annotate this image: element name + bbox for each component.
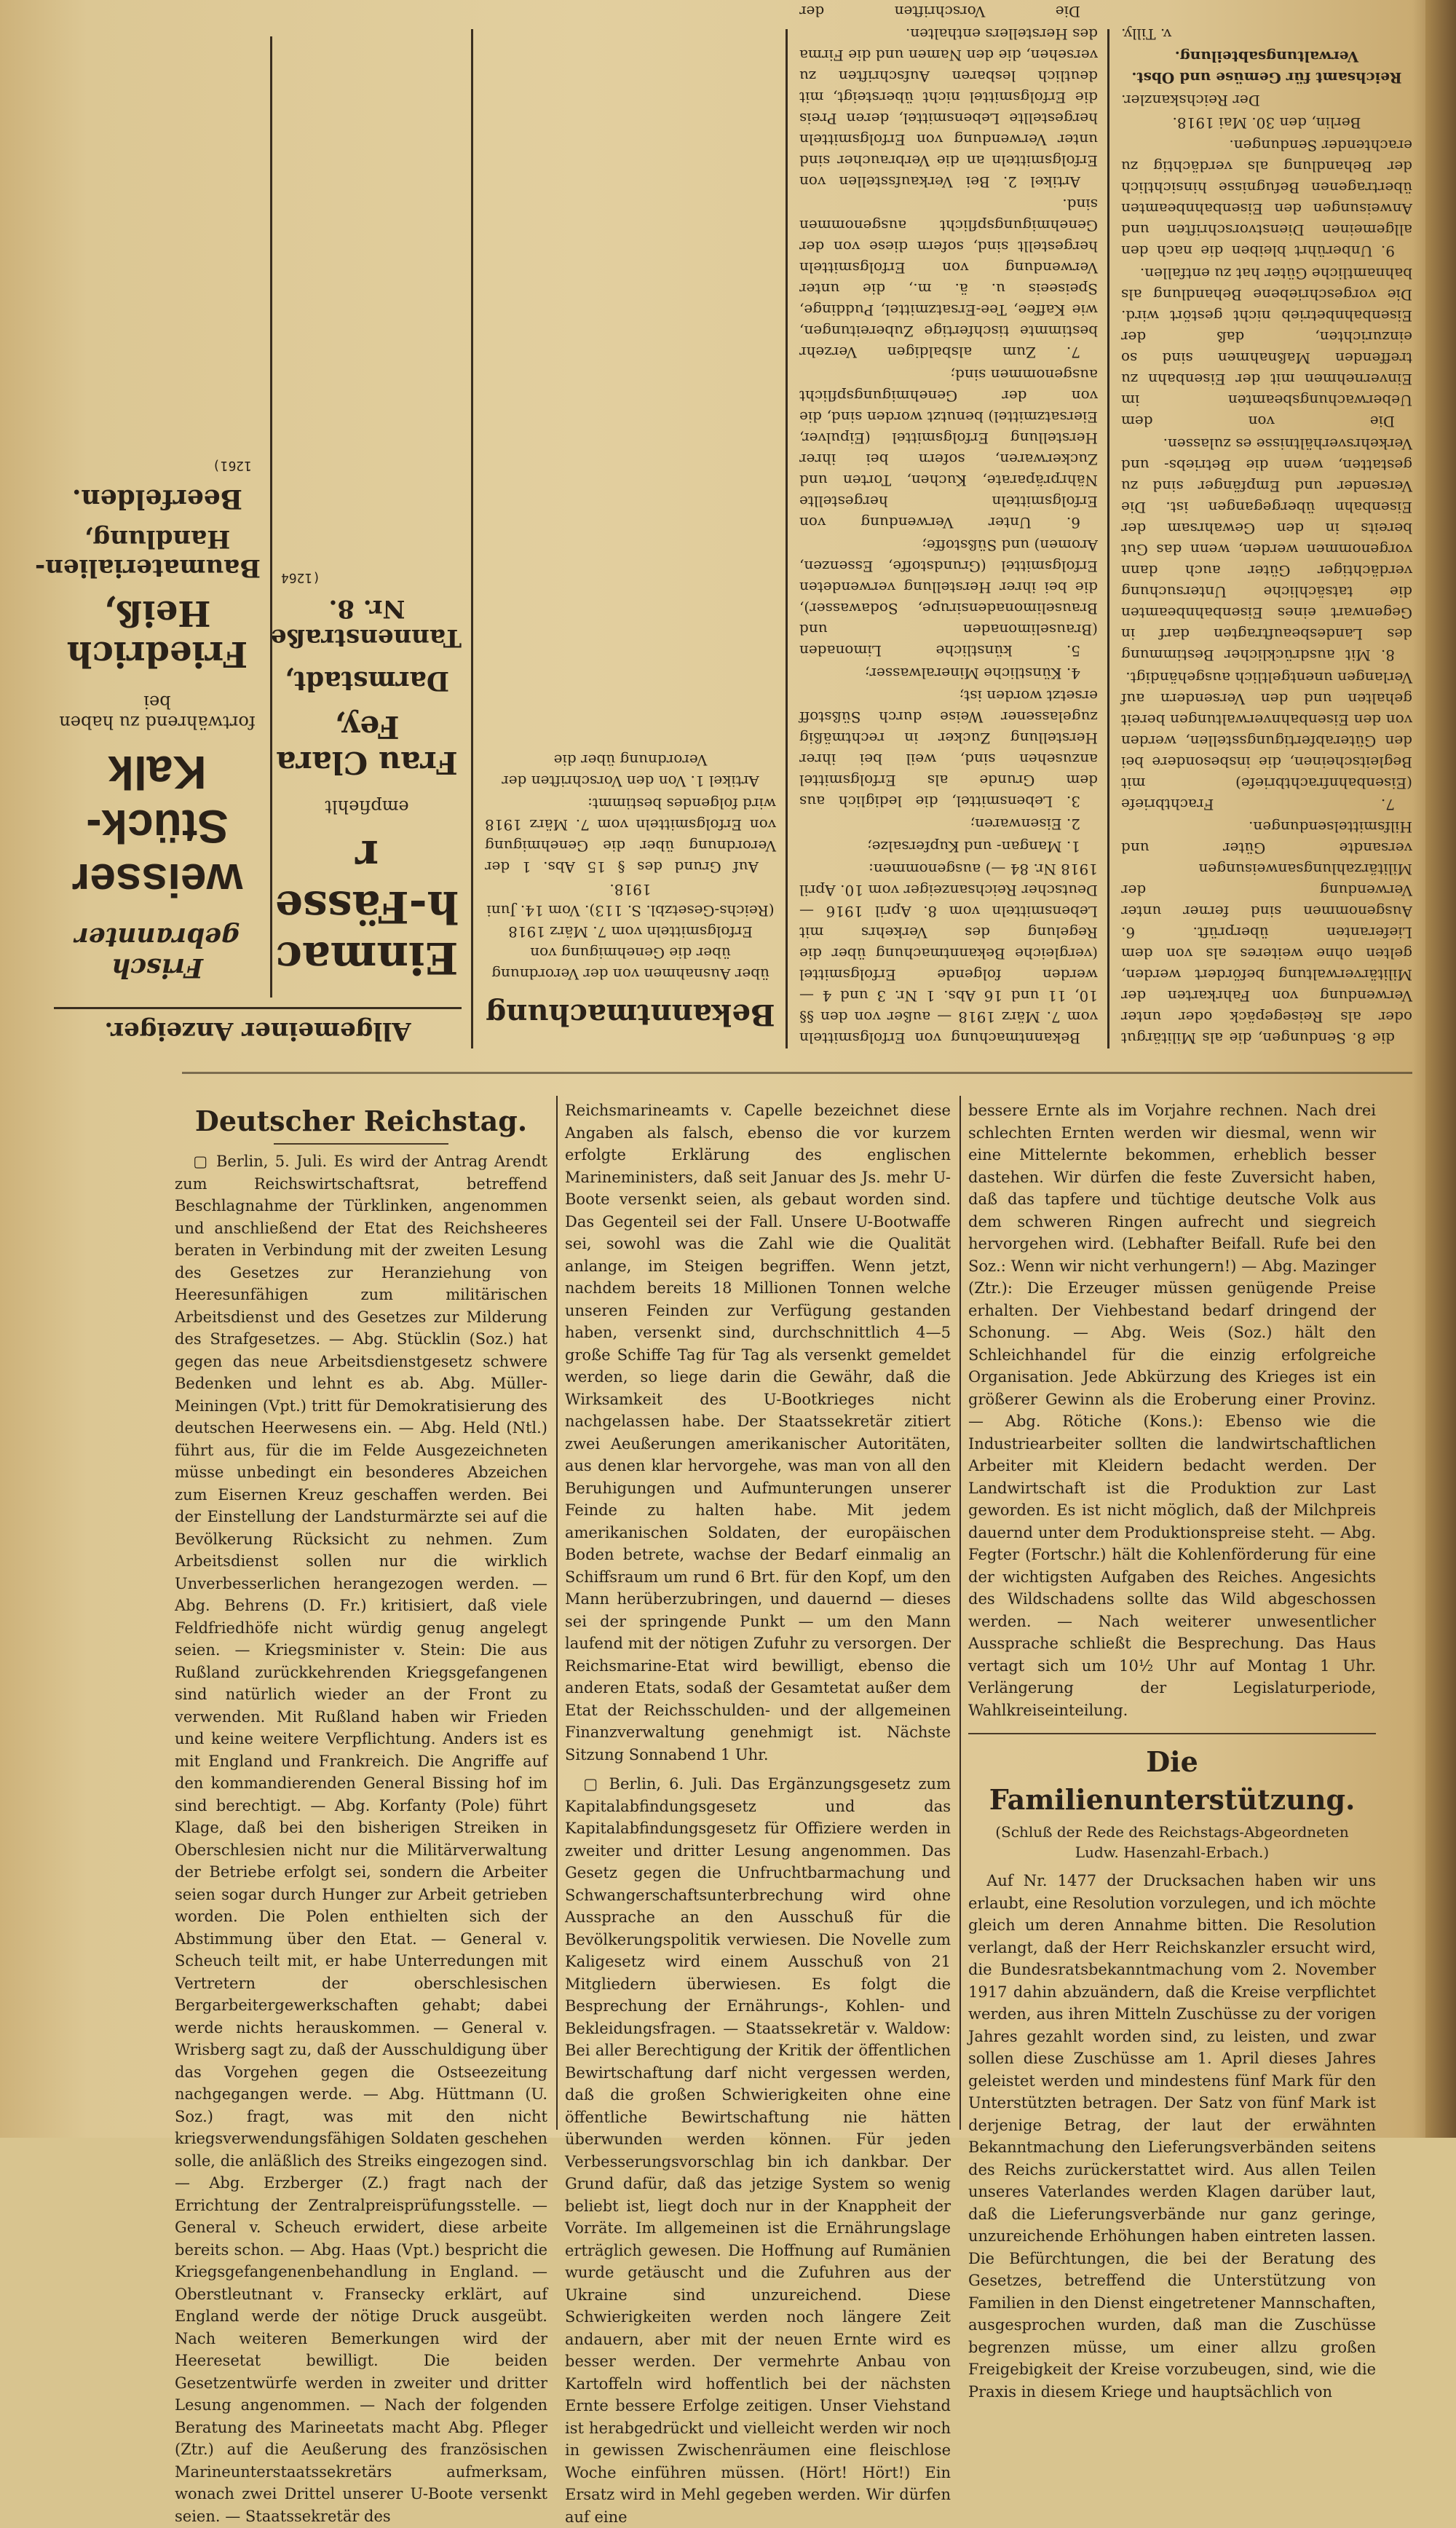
upper-col1-p1: die 8. Sendungen, die als Militärgut oder als Reisegepäck oder unter Verwendung von Fahrkarten der Militärverwaltung befördert werden, gelten ohne weiteres als von dem Lieferanten überprüft. 6. Ausgenommen sind ferner unter Verwendung der Militärzahlungsanweisungen versandte Güter und Hilfsmittelsendungen. — [1121, 818, 1412, 1047]
ad1-number: (1264 — [281, 570, 321, 585]
ad2-subtitle: fortwährend zu haben bei — [59, 692, 256, 732]
upper-col2-item: 5. künstliche Limonaden (Brauselimonaden und Brauselimonadensirupe, Sodawasser), die bei ihrer Herstellung verwendeten Erfolgsmittel (Grundstoffe, Essenzen, Aromen) und Süßstoffe; — [799, 537, 1098, 660]
upper-col2-item: 2. Eisenwaren; — [970, 815, 1080, 833]
upper-col2-item: 1. Mangan- und Kupfersalze; — [866, 838, 1080, 856]
upper-col1-sig-name: v. Tilly. — [1121, 25, 1172, 43]
ads-section — [35, 29, 462, 1048]
ads-section-title: Allgemeiner Anzeiger. — [54, 1007, 462, 1048]
ad1-merchant: Frau Clara Fey, — [276, 709, 458, 781]
bekanntmachung-intro: über Ausnahmen von der Verordnung über die Genehmigung von Erfolgsmitteln vom 7. März 1918 (Reichs-Gesetzbl. S. 113). Vom 14. Juni 1918. — [486, 881, 775, 983]
bekanntmachung-body: Auf Grund des § 15 Abs. 1 der Verordnung über die Genehmigung von Erfolgsmitteln vom 7. März 1918 wird folgendes bestimmt: — [485, 795, 776, 876]
ad2-intro: Frisch gebrannter — [74, 922, 240, 983]
reichstag-heading: Deutscher Reichstag. — [194, 1105, 528, 1137]
upper-col2-item: Bekanntmachung von Erfolgsmitteln vom 7. März 1918 — außer von den §§ 10, 11 und 16 Abs. 1 Nr. 3 und 4 — werden folgende Erfolgsmittel (vergleiche Bekanntmachung über die Regelung des Verkehrs mit Lebensmitteln vom 8. April 1916 — Deutscher Reichsanzeiger vom 10. April 1918 Nr. 84 —) ausgenommen: — [799, 861, 1098, 1047]
lower-col2 — [565, 1099, 951, 2526]
bekanntmachung-title: Bekanntmachung — [486, 998, 775, 1032]
familienunterstuetzung-subheading: (Schluß der Rede des Reichstags-Abgeordneten Ludw. Hasenzahl-Erbach.) — [995, 1823, 1349, 1861]
article-separator — [968, 1733, 1376, 1734]
upper-col1-p4: Die von dem Ueberwachungsbeamten im Einvernehmen mit der Eisenbahn zu treffenden Maßnahmen sind so einzurichten, daß der Eisenbahnbetrieb nicht gestört wird. Die vorgeschriebene Behandlung als bahnamtliche Güter hat zu entfallen. — [1121, 265, 1412, 430]
upper-col1-p5: 9. Unberührt bleiben die nach den allgemeinen Dienstvorschriften und Anweisungen den Eisenbahnbeamten übertragenen Befugnisse hinsichtlich der Behandlung als verdächtig zu erachtender Sendungen. — [1121, 137, 1412, 260]
upper-col-divider-2 — [786, 29, 788, 1048]
upper-col2-item: 3. Lebensmittel, die lediglich aus dem Grunde als Erfolgsmittel anzusehen sind, weil bei ihrer Herstellung Zucker in rechtmäßig zugelassener Weise durch Süßstoff ersetzt worden ist; — [799, 687, 1098, 810]
upper-col1-sig-place: Berlin, den 30. Mai 1918. — [1172, 114, 1361, 132]
upper-col1 — [1121, 25, 1412, 1048]
lower-col3 — [968, 1099, 1376, 2401]
ad1-product: Einmach-Fässer — [274, 830, 459, 983]
ad1-city: Darmstadt, — [284, 665, 450, 696]
upper-col2 — [799, 3, 1098, 1048]
upper-section — [35, 3, 1427, 1063]
bekanntmachung-article1: Artikel 1. Von den Vorschriften der Verordnung über die — [502, 751, 759, 790]
familienunterstuetzung-text: Auf Nr. 1477 der Drucksachen haben wir uns erlaubt, eine Resolution vorzulegen, und ich möchte gleich um deren Annahme bitten. Die Resolution verlangt, daß der Herr Reichskanzler ersucht wird, die Bundesratsbekanntmachung vom 2. November 1917 dahin abzuändern, daß die Kreise verpflichtet werden, aus ihren Mitteln Zuschüsse zu der vorigen Jahres gezahlt worden sind, zu leisten, und zwar sollen diese Zuschüsse am 1. April dieses Jahres geleistet werden und mindestens fünf Mark für den Unterstützten betragen. Der Satz von fünf Mark ist derjenige Betrag, der laut der erwähnten Bekanntmachung den Lieferungsverbänden seitens des Reichs zurückerstattet wird. Aus allen Teilen unseres Vaterlandes werden Klagen darüber laut, daß die Lieferungsverbände nur ganz geringe, unzureichende Erhöhungen haben eintreten lassen. Die Befürchtungen, die bei der Beratung des Gesetzes, betreffend die Unterstützung von Familien in den Dienst eingetretener Mannschaften, ausgesprochen wurden, daß man die Zuschüsse begrenzen müsse, um einer allzu großen Freigebigkeit der Kreise vorzubeugen, sind, wie die Praxis in diesem Kriege und hauptsächlich von — [968, 1872, 1376, 2401]
upper-col2-item: 6. Unter Verwendung von Erfolgsmitteln hergestellte Nährpräparate, Kuchen, Torten und Zuckerwaren, sofern bei ihrer Herstellung Erfolgsmittel (Eipulver, Eiersatzmittel) benutzt worden sind, die von der Genehmigungspflicht ausgenommen sind; — [799, 366, 1098, 532]
ad2-trade: Baumaterialien-Handlung, — [35, 524, 261, 582]
lower-col1 — [175, 1099, 547, 2525]
ad2-number: 1261) — [212, 458, 252, 473]
upper-col1-p2: 7. Frachtbriefe (Eisenbahnfrachtbriefe) mit Begleitscheinen, die insbesondere bei den Güterabfertigungsstellen, werden von den Eisenbahnverwaltungen bereit gehalten und den Versendern auf Verlangen unentgeltlich ausgehändigt. — [1121, 669, 1412, 813]
ad-stueck-kalk — [35, 36, 261, 998]
upper-col3 — [485, 29, 776, 1048]
ad2-city: Beerfelden. — [71, 483, 243, 514]
ad1-address: Tannenstraße Nr. 8. — [270, 594, 462, 652]
lower-col-divider-2 — [960, 1096, 961, 2130]
reichstag-text-continued: Reichsmarineamts v. Capelle bezeichnet diese Angaben als falsch, ebenso die vor kurzem erfolgte Erklärung des englischen Marineministers, daß seit Januar des Js. mehr U-Boote versenkt seien, als gebaut worden sind. Das Gegenteil sei der Fall. Unsere U-Bootwaffe sei, sowohl was die Zahl wie die Qualität anlange, im Steigen begriffen. Wenn jetzt, nachdem bereits 18 Millionen Tonnen welche unseren Feinden zur Verfügung gestanden haben, versenkt sind, durchschnittlich 4—5 große Schiffe Tag für Tag als versenkt gemeldet werden, so liege darin die Gewähr, daß die Wirksamkeit des U-Bootkrieges nicht nachgelassen habe. Der Staatssekretär zitiert zwei Aeußerungen amerikanischer Autoritäten, aus denen klar hervorgehe, was man von all den Beruhigungen und Aufmunterungen unserer Feinde zu halten habe. Mit jedem amerikanischen Soldaten, der europäischen Boden betrete, wachse der Bedarf einmalig an Schiffsraum um rund 6 Brt. für den Kopf, um den Mann herüberzubringen, und dauernd — dieses sei der springende Punkt — um den Mann laufend mit der nötigen Zufuhr zu versorgen. Der Reichsmarine-Etat wird bewilligt, ebenso die anderen Etats, sodaß der Gesamtetat außer dem Etat der Reichsschulden- und der allgemeinen Finanzverwaltung genehmigt ist. Nächste Sitzung Sonnabend 1 Uhr. — [565, 1102, 951, 1763]
reichstag-july6-text: ▢ Berlin, 6. Juli. Das Ergänzungsgesetz zum Kapitalabfindungsgesetz und das Kapitalabfindungsgesetz für Offiziere werden in zweiter und dritter Lesung angenommen. Das Gesetz gegen die Unfruchtbarmachung und Schwangerschaftsunterbrechung wird ohne Aussprache an den Ausschuß für die Bevölkerungspolitik verwiesen. Die Novelle zum Kaligesetz wird einem Ausschuß von 21 Mitgliedern überwiesen. Es folgt die Besprechung der Ernährungs-, Kohlen- und Bekleidungsfragen. — Staatssekretär v. Waldow: Bei aller Berechtigung der Kritik der öffentlichen Bewirtschaftung darf nicht vergessen werden, daß die großen Schwierigkeiten ohne eine öffentliche Bewirtschaftung nie hätten überwunden werden können. Für jeden Verbesserungsvorschlag bin ich dankbar. Der Grund dafür, daß das jetzige System so wenig beliebt ist, liegt doch nur in der Knappheit der Vorräte. Im allgemeinen ist die Ernährungslage erträglich gewesen. Die Hoffnung auf Rumänien wurde getäuscht und die Zufuhren aus der Ukraine sind unzureichend. Diese Schwierigkeiten werden noch längere Zeit andauern, aber mit der neuen Ernte wird es besser werden. Der vermehrte Anbau von Kartoffeln wird hoffentlich bei der nächsten Ernte bessere Erfolge zeitigen. Unser Viehstand ist herabgedrückt und vielleicht werden wir noch in gewissen Zwischenräumen eine fleischlose Woche einführen müssen. (Hört! Hört!) Ein Ersatz wird in Mehl gegeben werden. Wir dürfen auf eine — [565, 1775, 951, 2526]
ad2-product: weisser Stück-Kalk — [71, 746, 243, 906]
upper-col1-p3: 8. Mit ausdrücklicher Bestimmung des Landesbeauftragten darf in Gegenwart eines Eisenbahnbeamten die tatsächliche Untersuchung verdächtiger Güter auch dann vorgenommen werden, wenn das Gut bereits in den Gewahrsam der Eisenbahn übergegangen ist. Die Versender und Empfänger sind zu gestatten, wenn die Betriebs- und Verkehrsverhältnisse es zulassen. — [1121, 435, 1412, 664]
ad2-merchant: Friedrich Heiß, — [66, 593, 248, 674]
upper-col2-article: Die Vorschriften der — [799, 3, 1080, 20]
page-binding-edge — [1425, 0, 1456, 2138]
upper-col1-sig-body: Der Reichskanzler. — [1121, 92, 1260, 109]
upper-col1-sig-dept: Reichsamt für Gemüse und Obst. Verwaltungsabteilung. — [1131, 48, 1402, 87]
ad-einmach-faesser — [270, 36, 462, 998]
section-divider — [182, 1072, 1412, 1074]
upper-col-divider-1 — [1107, 29, 1109, 1048]
upper-col2-article: Artikel 2. Bei Verkaufsstellen von Erfolgsmitteln an die Verbraucher sind unter Verwendung von Erfolgsmitteln hergestellte Lebensmittel, deren Preis die Erfolgsmittel nicht übersteigt, mit deutlich lesbaren Aufschriften zu versehen, die den Namen und die Firma des Herstellers enthalten. — [799, 25, 1098, 191]
lower-col-divider-1 — [556, 1096, 558, 2130]
reichstag-heading-rule — [274, 1143, 448, 1145]
reichstag-text: ▢ Berlin, 5. Juli. Es wird der Antrag Arendt zum Reichswirtschaftsrat, betreffend Beschlagnahme der Türklinken, angenommen und anschließend der Etat des Reichsheeres beraten in Verbindung mit der zweiten Lesung des Gesetzes zur Heranziehung von Heeresunfähigen zum militärischen Arbeitsdienst und des Gesetzes zur Milderung des Strafgesetzes. — Abg. Stücklin (Soz.) hat gegen das neue Arbeitsdienstgesetz schwere Bedenken und lehnt es ab. Abg. Müller-Meiningen (Vpt.) tritt für Demokratisierung des deutschen Heerwesens ein. — Abg. Held (Ntl.) führt aus, für die im Felde Ausgezeichneten müsse unbedingt ein besonderes Abzeichen zum Eisernen Kreuz geschaffen werden. Bei der Einstellung der Landsturmärzte sei auf die Bevölkerung Rücksicht zu nehmen. Zum Arbeitsdienst sollen nur die wirklich Unverbesserlichen herangezogen werden. — Abg. Behrens (D. Fr.) kritisiert, daß viele Feldfriedhöfe nicht würdig genug angelegt seien. — Kriegsminister v. Stein: Die aus Rußland zurückkehrenden Kriegsgefangenen sind natürlich wieder an der Front zu verwenden. Mit Rußland haben wir Frieden und keine weitere Verpflichtung. Anders ist es mit England und Frankreich. Die Angriffe auf den kommandierenden General Bissing hof im sind berechtigt. — Abg. Korfanty (Pole) führt Klage, daß bei den bisherigen Streiken in Oberschlesien nicht nur die Militärverwaltung der Betriebe erfolgt sei, sondern die Arbeiter seien sogar durch Hunger zur Arbeit getrieben worden. Die Polen enthielten sich der Abstimmung über den Etat. — General v. Scheuch teilt mit, er habe Unterredungen mit Vertretern der oberschlesischen Bergarbeitergewerkschaften gehabt; dabei werde nichts herauskommen. — General v. Wrisberg sagt zu, daß der Ausschuldigung über das Vorgehen gegen die Ostseezeitung nachgegangen werde. — Abg. Hüttmann (U. Soz.) fragt, was mit den nicht kriegsverwendungsfähigen Soldaten geschehen solle, die anläßlich des Streiks eingezogen sind. — Abg. Erzberger (Z.) fragt nach der Errichtung der Zentralpreisprüfungsstelle. — General v. Scheuch erwidert, diese arbeite bereits schon. — Abg. Haas (Vpt.) bespricht die Kriegsgefangenenbehandlung in England. — Oberstleutnant v. Fransecky erklärt, auf England werde der nötige Druck ausgeübt. Nach weiteren Bemerkungen wird der Heeresetat bewilligt. Die beiden Gesetzentwürfe werden in zweiter und dritter Lesung angenommen. — Nach der folgenden Beratung des Marineetats macht Abg. Pfleger (Ztr.) auf die Aeußerung des französischen Marineunterstaatssekretärs aufmerksam, wonach zwei Drittel unserer U-Boote versenkt seien. — Staatssekretär des — [175, 1153, 547, 2525]
familienunterstuetzung-heading: Die Familienunterstützung. — [989, 1745, 1356, 1816]
upper-col2-item: 7. Zum alsbaldigen Verzehr bestimmte tischfertige Zubereitungen, wie Kaffee, Tee-Ersatzmittel, Puddinge, Speiseeis u. ä. m., die unter Verwendung von Erfolgsmitteln hergestellt sind, sofern diese von der Genehmigungspflicht ausgenommen sind. — [799, 196, 1098, 361]
upper-col-divider-3 — [471, 29, 473, 1048]
reichstag-text-conclusion: bessere Ernte als im Vorjahre rechnen. Nach drei schlechten Ernten werden wir diesmal, wenn wir eine Mittelernte bekommen, erheblich besser dastehen. Wir dürfen die feste Zuversicht haben, daß das tapfere und tüchtige deutsche Volk aus dem schweren Ringen aufrecht und siegreich hervorgehen wird. (Lebhafter Beifall. Rufe bei den Soz.: Wenn wir nicht verhungern!) — Abg. Mazinger (Ztr.): Die Erzeuger müssen genügende Preise erhalten. Der Viehbestand bedarf dringend der Schonung. — Abg. Weis (Soz.) hält den Schleichhandel für die einzig erfolgreiche Organisation. Jede Abkürzung des Krieges ist ein größerer Gewinn als die Eroberung einer Provinz. — Abg. Rötiche (Kons.): Ebenso wie die Industriearbeiter sollten die landwirtschaftlichen Arbeiter mit Kleidern bedacht werden. Der Landwirtschaft ist die Produktion zur Last geworden. Es ist nicht möglich, daß der Milchpreis dauernd unter dem Produktionspreise steht. — Abg. Fegter (Fortschr.) hält die Kohlenförderung für eine der wichtigsten Aufgaben des Reiches. Angesichts des Wildschadens sollte das Wild abgeschossen werden. — Nach weiterer unwesentlicher Aussprache schließt die Besprechung. Das Haus vertagt sich um 10½ Uhr auf Montag 1 Uhr. Verlängerung der Legislaturperiode, Wahlkreiseinteilung. — [968, 1102, 1376, 1719]
ad1-recommends: empfiehlt — [325, 797, 409, 817]
upper-col2-item: 4. Künstliche Mineralwasser; — [864, 665, 1080, 682]
